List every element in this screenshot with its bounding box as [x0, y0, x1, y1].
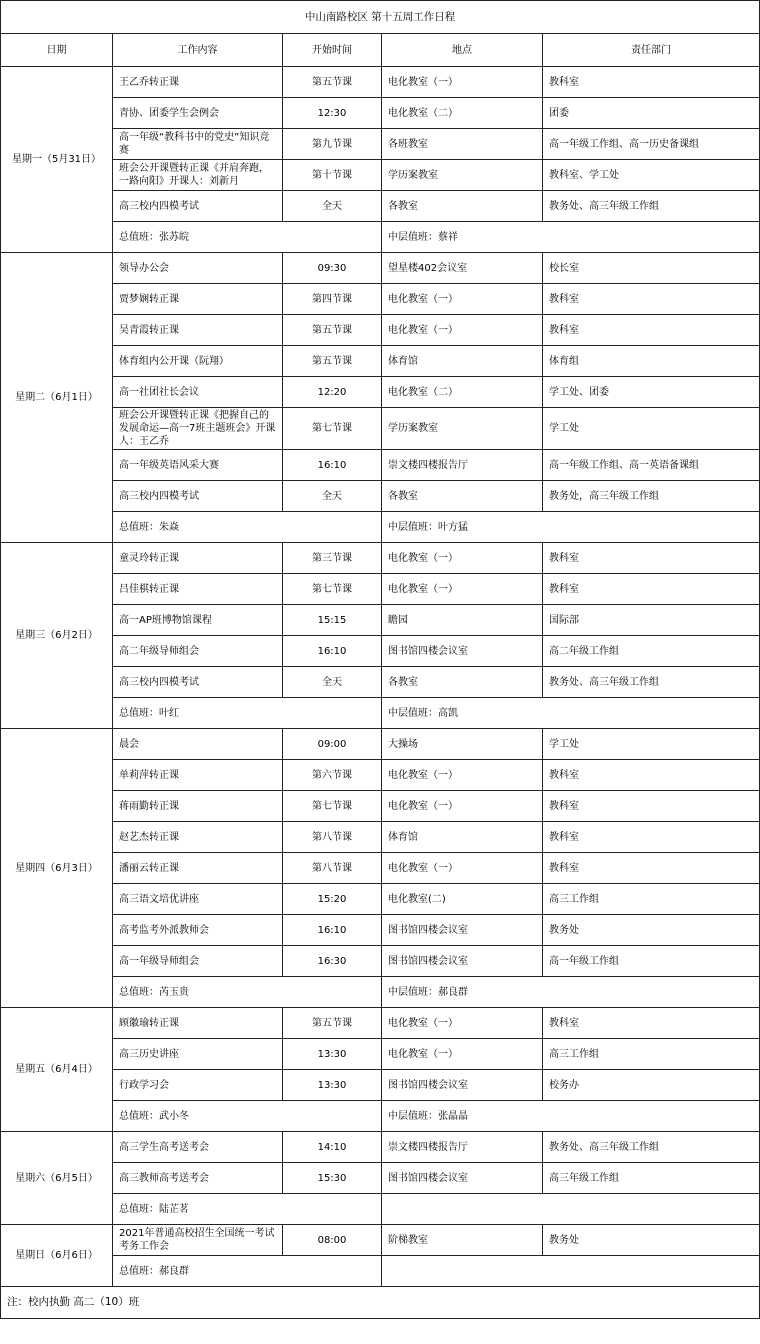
- content-cell: 王乙乔转正课: [113, 67, 283, 98]
- time-cell: 全天: [283, 191, 382, 222]
- header-dept: 责任部门: [543, 34, 760, 67]
- duty-cell: 总值班：陆芷茗: [113, 1194, 382, 1225]
- time-cell: 15:30: [283, 1163, 382, 1194]
- header-content: 工作内容: [113, 34, 283, 67]
- content-cell: 高三历史讲座: [113, 1039, 283, 1070]
- day-cell: 星期四（6月3日）: [1, 729, 113, 1008]
- place-cell: 电化教室（一）: [382, 1039, 543, 1070]
- time-cell: 12:30: [283, 98, 382, 129]
- content-cell: 高一社团社长会议: [113, 377, 283, 408]
- content-cell: 行政学习会: [113, 1070, 283, 1101]
- place-cell: 望星楼402会议室: [382, 253, 543, 284]
- header-row: [1, 34, 760, 67]
- place-cell: 电化教室（一）: [382, 853, 543, 884]
- place-cell: 电化教室（一）: [382, 315, 543, 346]
- place-cell: 电化教室（一）: [382, 1008, 543, 1039]
- time-cell: 第三节课: [283, 543, 382, 574]
- place-cell: 崇文楼四楼报告厅: [382, 450, 543, 481]
- dept-cell: 学工处: [543, 408, 760, 450]
- mid-duty-cell: 中层值班：叶方猛: [382, 512, 760, 543]
- duty-row: [1, 1194, 760, 1225]
- content-cell: 高一年级英语风采大赛: [113, 450, 283, 481]
- table-row: [1, 1163, 760, 1194]
- content-cell: 赵艺杰转正课: [113, 822, 283, 853]
- time-cell: 12:20: [283, 377, 382, 408]
- place-cell: 电化教室（二）: [382, 98, 543, 129]
- place-cell: 图书馆四楼会议室: [382, 1070, 543, 1101]
- dept-cell: 校务办: [543, 1070, 760, 1101]
- duty-row: [1, 512, 760, 543]
- table-row: [1, 346, 760, 377]
- time-cell: 16:30: [283, 946, 382, 977]
- dept-cell: 教科室: [543, 543, 760, 574]
- day-cell: 星期日（6月6日）: [1, 1225, 113, 1287]
- mid-duty-cell: 中层值班：郝良群: [382, 977, 760, 1008]
- duty-cell: 总值班：张苏皖: [113, 222, 382, 253]
- place-cell: 瞻园: [382, 605, 543, 636]
- time-cell: 16:10: [283, 450, 382, 481]
- dept-cell: 教务处、高三年级工作组: [543, 1132, 760, 1163]
- place-cell: 电化教室（一）: [382, 543, 543, 574]
- table-row: [1, 408, 760, 450]
- mid-duty-cell: 中层值班：张晶晶: [382, 1101, 760, 1132]
- time-cell: 09:30: [283, 253, 382, 284]
- content-cell: 高一年级“教科书中的党史”知识竞赛: [113, 129, 283, 160]
- table-row: [1, 284, 760, 315]
- content-cell: 童灵玲转正课: [113, 543, 283, 574]
- place-cell: 各教室: [382, 667, 543, 698]
- duty-cell: 总值班：朱焱: [113, 512, 382, 543]
- dept-cell: 高二年级工作组: [543, 636, 760, 667]
- dept-cell: 教务处: [543, 1225, 760, 1256]
- content-cell: 高二年级导师组会: [113, 636, 283, 667]
- content-cell: 贾梦娴转正课: [113, 284, 283, 315]
- time-cell: 第七节课: [283, 791, 382, 822]
- table-row: [1, 853, 760, 884]
- place-cell: 学历案教室: [382, 160, 543, 191]
- table-row: [1, 636, 760, 667]
- title-row: [1, 1, 760, 34]
- table-row: [1, 129, 760, 160]
- table-row: [1, 822, 760, 853]
- content-cell: 高考监考外派教师会: [113, 915, 283, 946]
- mid-duty-cell: [382, 1256, 760, 1287]
- time-cell: 第五节课: [283, 1008, 382, 1039]
- time-cell: 14:10: [283, 1132, 382, 1163]
- place-cell: 体育馆: [382, 822, 543, 853]
- place-cell: 体育馆: [382, 346, 543, 377]
- place-cell: 电化教室（一）: [382, 284, 543, 315]
- dept-cell: 国际部: [543, 605, 760, 636]
- table-row: [1, 1132, 760, 1163]
- table-row: [1, 760, 760, 791]
- mid-duty-cell: 中层值班：高凯: [382, 698, 760, 729]
- place-cell: 图书馆四楼会议室: [382, 946, 543, 977]
- table-row: [1, 605, 760, 636]
- page-title: 中山南路校区 第十五周工作日程: [1, 1, 760, 34]
- place-cell: 阶梯教室: [382, 1225, 543, 1256]
- dept-cell: 教科室: [543, 791, 760, 822]
- duty-row: [1, 222, 760, 253]
- dept-cell: 教务处，高三年级工作组: [543, 481, 760, 512]
- time-cell: 第七节课: [283, 574, 382, 605]
- content-cell: 晨会: [113, 729, 283, 760]
- dept-cell: 团委: [543, 98, 760, 129]
- dept-cell: 教务处、高三年级工作组: [543, 667, 760, 698]
- time-cell: 13:30: [283, 1039, 382, 1070]
- duty-cell: 总值班：芮玉贵: [113, 977, 382, 1008]
- dept-cell: 校长室: [543, 253, 760, 284]
- time-cell: 第四节课: [283, 284, 382, 315]
- table-row: [1, 915, 760, 946]
- content-cell: 高三学生高考送考会: [113, 1132, 283, 1163]
- dept-cell: 高一年级工作组、高一英语备课组: [543, 450, 760, 481]
- dept-cell: 教科室: [543, 67, 760, 98]
- day-cell: 星期六（6月5日）: [1, 1132, 113, 1225]
- content-cell: 高一AP班博物馆课程: [113, 605, 283, 636]
- place-cell: 图书馆四楼会议室: [382, 636, 543, 667]
- dept-cell: 教科室: [543, 574, 760, 605]
- dept-cell: 教务处: [543, 915, 760, 946]
- table-row: [1, 1008, 760, 1039]
- duty-cell: 总值班：武小冬: [113, 1101, 382, 1132]
- place-cell: 大操场: [382, 729, 543, 760]
- content-cell: 领导办公会: [113, 253, 283, 284]
- table-row: [1, 450, 760, 481]
- content-cell: 高三校内四模考试: [113, 667, 283, 698]
- content-cell: 吕佳棋转正课: [113, 574, 283, 605]
- dept-cell: 教科室: [543, 1008, 760, 1039]
- table-row: [1, 481, 760, 512]
- time-cell: 第六节课: [283, 760, 382, 791]
- place-cell: 各教室: [382, 481, 543, 512]
- time-cell: 第八节课: [283, 853, 382, 884]
- place-cell: 各教室: [382, 191, 543, 222]
- table-row: [1, 1225, 760, 1256]
- content-cell: 单莉萍转正课: [113, 760, 283, 791]
- place-cell: 电化教室(二): [382, 884, 543, 915]
- dept-cell: 教科室: [543, 853, 760, 884]
- duty-row: [1, 977, 760, 1008]
- place-cell: 学历案教室: [382, 408, 543, 450]
- dept-cell: 高一年级工作组、高一历史备课组: [543, 129, 760, 160]
- time-cell: 第七节课: [283, 408, 382, 450]
- table-row: [1, 377, 760, 408]
- content-cell: 高三语文培优讲座: [113, 884, 283, 915]
- content-cell: 蒋雨勤转正课: [113, 791, 283, 822]
- duty-row: [1, 698, 760, 729]
- table-row: [1, 791, 760, 822]
- time-cell: 全天: [283, 481, 382, 512]
- content-cell: 潘丽云转正课: [113, 853, 283, 884]
- place-cell: 电化教室（二）: [382, 377, 543, 408]
- content-cell: 高三校内四模考试: [113, 481, 283, 512]
- table-row: [1, 191, 760, 222]
- content-cell: 高三教师高考送考会: [113, 1163, 283, 1194]
- time-cell: 09:00: [283, 729, 382, 760]
- table-row: [1, 98, 760, 129]
- content-cell: 吴青霞转正课: [113, 315, 283, 346]
- dept-cell: 教务处、高三年级工作组: [543, 191, 760, 222]
- duty-cell: 总值班：叶红: [113, 698, 382, 729]
- content-cell: 体育组内公开课（阮翔）: [113, 346, 283, 377]
- table-row: [1, 574, 760, 605]
- table-row: [1, 67, 760, 98]
- table-row: [1, 884, 760, 915]
- table-row: [1, 946, 760, 977]
- time-cell: 第八节课: [283, 822, 382, 853]
- table-row: [1, 1070, 760, 1101]
- table-row: [1, 667, 760, 698]
- place-cell: 电化教室（一）: [382, 760, 543, 791]
- content-cell: 高一年级导师组会: [113, 946, 283, 977]
- time-cell: 第五节课: [283, 67, 382, 98]
- day-cell: 星期二（6月1日）: [1, 253, 113, 543]
- time-cell: 第五节课: [283, 346, 382, 377]
- place-cell: 电化教室（一）: [382, 791, 543, 822]
- dept-cell: 高三工作组: [543, 1039, 760, 1070]
- time-cell: 15:20: [283, 884, 382, 915]
- day-cell: 星期五（6月4日）: [1, 1008, 113, 1132]
- place-cell: 图书馆四楼会议室: [382, 1163, 543, 1194]
- dept-cell: 体育组: [543, 346, 760, 377]
- dept-cell: 教科室、学工处: [543, 160, 760, 191]
- mid-duty-cell: [382, 1194, 760, 1225]
- dept-cell: 学工处: [543, 729, 760, 760]
- day-cell: 星期三（6月2日）: [1, 543, 113, 729]
- place-cell: 各班教室: [382, 129, 543, 160]
- dept-cell: 教科室: [543, 760, 760, 791]
- content-cell: 班会公开课暨转正课《把握自己的发展命运—高一7班主题班会》开课人：王乙乔: [113, 408, 283, 450]
- table-row: [1, 1039, 760, 1070]
- time-cell: 第十节课: [283, 160, 382, 191]
- dept-cell: 高三工作组: [543, 884, 760, 915]
- time-cell: 16:10: [283, 915, 382, 946]
- dept-cell: 教科室: [543, 315, 760, 346]
- time-cell: 第五节课: [283, 315, 382, 346]
- time-cell: 08:00: [283, 1225, 382, 1256]
- mid-duty-cell: 中层值班：蔡祥: [382, 222, 760, 253]
- time-cell: 13:30: [283, 1070, 382, 1101]
- dept-cell: 教科室: [543, 284, 760, 315]
- header-time: 开始时间: [283, 34, 382, 67]
- place-cell: 电化教室（一）: [382, 67, 543, 98]
- content-cell: 青协、团委学生会例会: [113, 98, 283, 129]
- content-cell: 班会公开课暨转正课《并肩奔跑，一路向阳》开课人：刘新月: [113, 160, 283, 191]
- table-row: [1, 543, 760, 574]
- content-cell: 高三校内四模考试: [113, 191, 283, 222]
- duty-row: [1, 1256, 760, 1287]
- header-date: 日期: [1, 34, 113, 67]
- content-cell: 顾徽瑜转正课: [113, 1008, 283, 1039]
- dept-cell: 教科室: [543, 822, 760, 853]
- note-row: [1, 1287, 760, 1319]
- place-cell: 图书馆四楼会议室: [382, 915, 543, 946]
- time-cell: 全天: [283, 667, 382, 698]
- place-cell: 崇文楼四楼报告厅: [382, 1132, 543, 1163]
- table-row: [1, 160, 760, 191]
- duty-cell: 总值班：郝良群: [113, 1256, 382, 1287]
- day-cell: 星期一（5月31日）: [1, 67, 113, 253]
- table-row: [1, 315, 760, 346]
- table-row: [1, 253, 760, 284]
- header-place: 地点: [382, 34, 543, 67]
- footer-note: 注：校内执勤 高二（10）班: [1, 1287, 760, 1319]
- time-cell: 15:15: [283, 605, 382, 636]
- dept-cell: 学工处、团委: [543, 377, 760, 408]
- place-cell: 电化教室（一）: [382, 574, 543, 605]
- table-row: [1, 729, 760, 760]
- content-cell: 2021年普通高校招生全国统一考试考务工作会: [113, 1225, 283, 1256]
- time-cell: 第九节课: [283, 129, 382, 160]
- dept-cell: 高一年级工作组: [543, 946, 760, 977]
- duty-row: [1, 1101, 760, 1132]
- time-cell: 16:10: [283, 636, 382, 667]
- dept-cell: 高三年级工作组: [543, 1163, 760, 1194]
